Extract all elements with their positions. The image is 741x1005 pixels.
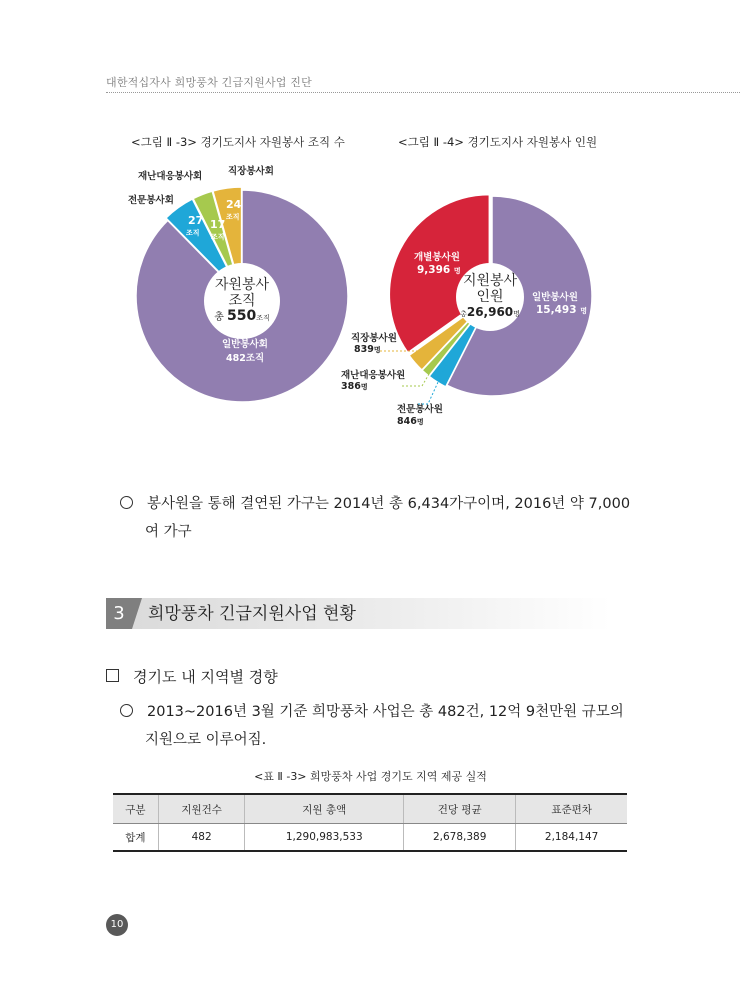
section-number: 3 <box>106 598 132 629</box>
figure-4-center-line2: 인원 <box>476 289 504 305</box>
figure-4-disaster-leader <box>402 352 442 386</box>
figure-4-leader-lines <box>380 340 470 420</box>
table-header-cell: 건당 평균 <box>404 794 516 824</box>
figure-4-work-value: 839명 <box>354 344 381 355</box>
section-number-slant <box>132 598 142 629</box>
page-number: 10 <box>106 914 128 936</box>
table-header-cell: 지원건수 <box>158 794 245 824</box>
subsection-heading: 경기도 내 지역별 경향 <box>106 663 278 691</box>
figure-4-general-value: 15,493 명 <box>536 304 587 316</box>
figure-3-center-line1: 자원봉사 <box>214 277 270 293</box>
figure-3-disaster-value: 17 <box>210 218 226 231</box>
figure-3-center-label <box>204 263 280 339</box>
bullet-household-line2: 여 가구 <box>145 524 192 540</box>
table-cell: 482 <box>158 824 245 852</box>
figure-3-general-name: 일반봉사회 <box>222 339 268 350</box>
figure-4-expert-value: 846명 <box>397 416 424 427</box>
figure-4-center-total: 총26,960명 <box>460 305 520 319</box>
figure-4-expert-name: 전문봉사원 <box>397 404 443 415</box>
figure-3-center-total: 총 550조직 <box>214 308 270 324</box>
figure-3-disaster-unit: 조직 <box>211 233 225 241</box>
figure-4-individual-name: 개별봉사원 <box>414 252 460 263</box>
table-cell: 합계 <box>113 824 158 852</box>
figure-4-work-name: 직장봉사원 <box>351 333 397 344</box>
figure-3-center-line2: 조직 <box>228 293 256 309</box>
table-cell: 1,290,983,533 <box>245 824 404 852</box>
table-row <box>113 824 627 852</box>
figure-4-center-label <box>456 263 524 331</box>
figure-4-caption: <그림 Ⅱ -4> 경기도지사 자원봉사 인원 <box>398 135 598 149</box>
table-cell: 2,678,389 <box>404 824 516 852</box>
figure-3-expert-name: 전문봉사회 <box>128 195 174 206</box>
figure-4-individual-value: 9,396 명 <box>417 264 461 276</box>
figure-3-caption: <그림 Ⅱ -3> 경기도지사 자원봉사 조직 수 <box>131 135 345 149</box>
figure-4-work-leader <box>380 346 435 351</box>
table-header-cell: 표준편차 <box>516 794 627 824</box>
bullet-circle-icon <box>120 496 133 509</box>
bullet-household-line1: 봉사원을 통해 결연된 가구는 2014년 총 6,434가구이며, 2016년 약 7,000 <box>120 490 630 518</box>
table-header-cell: 지원 총액 <box>245 794 404 824</box>
figure-4-disaster-value: 386명 <box>341 381 368 392</box>
bullet-support-line1: 2013~2016년 3월 기준 희망풍차 사업은 총 482건, 12억 9천만원 규모의 <box>120 698 624 726</box>
figure-4-general-name: 일반봉사원 <box>532 292 578 303</box>
figure-4-center-line1: 지원봉사 <box>462 273 518 289</box>
figure-3-expert-unit: 조직 <box>186 229 200 237</box>
table-caption: <표 Ⅱ -3> 희망풍차 사업 경기도 지역 제공 실적 <box>254 770 487 783</box>
figure-4-disaster-name: 재난대응봉사원 <box>341 370 406 381</box>
figure-3-disaster-name: 재난대응봉사회 <box>138 171 203 182</box>
bullet-support-line2: 지원으로 이루어짐. <box>145 732 267 748</box>
bullet-circle-icon <box>120 704 133 717</box>
table-cell: 2,184,147 <box>516 824 627 852</box>
figure-3-work-unit: 조직 <box>226 213 240 221</box>
table-header-row <box>113 794 627 824</box>
table-header-cell: 구분 <box>113 794 158 824</box>
running-header: 대한적십자사 희망풍차 긴급지원사업 진단 <box>106 76 312 89</box>
figure-3-general-value: 482조직 <box>226 353 265 364</box>
figure-4-expert-leader <box>418 356 450 404</box>
section-title: 희망풍차 긴급지원사업 현황 <box>148 604 356 624</box>
square-bullet-icon <box>106 669 119 682</box>
figure-3-expert-value: 27 <box>188 214 204 227</box>
figure-3-work-name: 직장봉사회 <box>228 166 274 177</box>
support-results-table <box>113 793 627 852</box>
header-divider <box>106 92 741 93</box>
figure-3-work-value: 24 <box>226 198 242 211</box>
